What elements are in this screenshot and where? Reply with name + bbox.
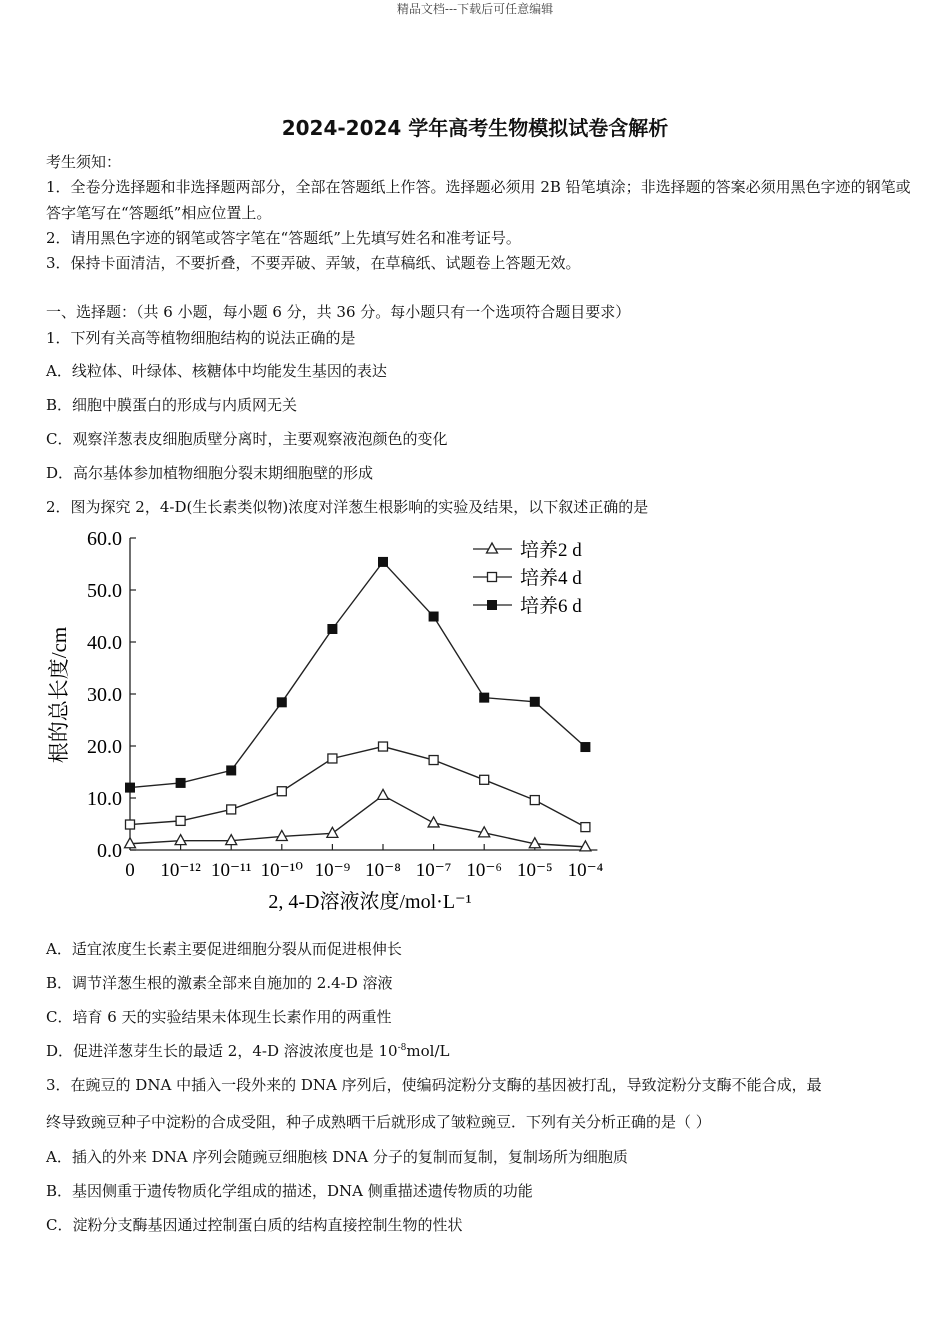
x-tick-label: 10⁻⁹ (314, 860, 351, 881)
data-point-series-2 (277, 787, 286, 796)
q1-option-b: B．细胞中膜蛋白的形成与内质网无关 (46, 396, 298, 414)
q2-option-d-unit: mol/L (406, 1042, 450, 1060)
section-heading: 一、选择题：（共 6 小题，每小题 6 分，共 36 分。每小题只有一个选项符合题目要求） (46, 303, 631, 321)
x-tick-label: 10⁻¹⁰ (260, 860, 303, 881)
y-tick-label: 10.0 (87, 788, 122, 810)
data-point-series-1 (428, 817, 439, 827)
data-point-series-3 (227, 766, 236, 775)
data-point-series-2 (530, 796, 539, 805)
x-tick-label: 10⁻⁶ (466, 860, 503, 881)
legend-marker (488, 601, 497, 610)
legend-label: 培养6 d (520, 596, 582, 617)
notice-heading: 考生须知： (46, 153, 122, 171)
q3-option-b: B．基因侧重于遗传物质化学组成的描述，DNA 侧重描述遗传物质的功能 (46, 1182, 533, 1200)
q2-option-d (46, 1040, 449, 1061)
q2-option-d-text: D．促进洋葱芽生长的最适 2，4-D 溶波浓度也是 10 (46, 1042, 398, 1060)
data-point-series-3 (530, 697, 539, 706)
data-point-series-2 (227, 805, 236, 814)
data-point-series-1 (125, 838, 136, 848)
data-point-series-1 (580, 841, 591, 851)
x-tick-label: 0 (125, 860, 135, 881)
q2-option-d-exponent: -8 (397, 1043, 407, 1053)
q1-stem: 1．下列有关高等植物细胞结构的说法正确的是 (46, 329, 356, 347)
page-title: 2024-2024 学年高考生物模拟试卷含解析 (281, 116, 669, 140)
q2-option-c: C．培育 6 天的实验结果未体现生长素作用的两重性 (46, 1008, 392, 1026)
notice-item-1: 1．全卷分选择题和非选择题两部分，全部在答题纸上作答。选择题必须用 2B 铅笔填涂；非选择题的答案必须用黑色字迹的钢笔或答字笔写在“答题纸”相应位置上。 (46, 178, 911, 222)
data-point-series-3 (480, 693, 489, 702)
legend-label: 培养2 d (520, 540, 582, 561)
data-point-series-2 (480, 775, 489, 784)
data-point-series-3 (126, 783, 135, 792)
y-tick-label: 20.0 (87, 736, 122, 758)
chart-legend (473, 539, 582, 617)
x-tick-label: 10⁻⁷ (415, 860, 452, 881)
series-line-1 (130, 795, 585, 846)
q3-option-c: C．淀粉分支酶基因通过控制蛋白质的结构直接控制生物的性状 (46, 1216, 463, 1234)
q2-option-b: B．调节洋葱生根的激素全部来自施加的 2.4-D 溶液 (46, 974, 393, 992)
x-tick-label: 10⁻⁵ (516, 860, 553, 881)
x-tick-label: 10⁻¹² (160, 860, 201, 881)
data-point-series-3 (429, 612, 438, 621)
chart-y-label: 根的总长度/cm (47, 626, 71, 764)
y-tick-label: 30.0 (87, 684, 122, 706)
data-point-series-2 (379, 742, 388, 751)
legend-marker (487, 543, 498, 553)
x-tick-label: 10⁻¹¹ (210, 860, 252, 881)
y-tick-label: 50.0 (87, 580, 122, 602)
data-point-series-3 (581, 743, 590, 752)
notice-item-2: 2．请用黑色字迹的钢笔或答字笔在“答题纸”上先填写姓名和准考证号。 (46, 229, 521, 247)
chart-x-label: 2, 4-D溶液浓度/mol·L⁻¹ (268, 891, 472, 913)
x-tick-label: 10⁻⁴ (567, 860, 604, 881)
y-tick-label: 60.0 (87, 528, 122, 550)
data-point-series-1 (175, 835, 186, 845)
data-point-series-2 (328, 754, 337, 763)
q1-option-d: D．高尔基体参加植物细胞分裂末期细胞壁的形成 (46, 464, 374, 482)
y-tick-label: 0.0 (97, 840, 122, 862)
q2-option-a: A．适宜浓度生长素主要促进细胞分裂从而促进根伸长 (46, 940, 402, 958)
header-note: 精品文档---下载后可任意编辑 (396, 2, 554, 16)
data-point-series-1 (378, 789, 389, 799)
root-length-chart (40, 520, 640, 920)
legend-marker (488, 573, 497, 582)
q1-option-a: A．线粒体、叶绿体、核糖体中均能发生基因的表达 (46, 362, 387, 380)
data-point-series-2 (176, 816, 185, 825)
data-point-series-2 (429, 756, 438, 765)
q3-option-a: A．插入的外来 DNA 序列会随豌豆细胞核 DNA 分子的复制而复制，复制场所为细胞质 (46, 1148, 628, 1166)
data-point-series-2 (581, 823, 590, 832)
data-point-series-3 (328, 625, 337, 634)
x-tick-label: 10⁻⁸ (365, 860, 401, 881)
data-point-series-2 (126, 820, 135, 829)
series-line-3 (130, 562, 585, 788)
data-point-series-3 (379, 557, 388, 566)
q2-stem: 2．图为探究 2，4-D(生长素类似物)浓度对洋葱生根影响的实验及结果，以下叙述正确的是 (46, 498, 649, 516)
y-tick-label: 40.0 (87, 632, 122, 654)
q3-stem-line2: 终导致豌豆种子中淀粉的合成受阻，种子成熟晒干后就形成了皱粒豌豆．下列有关分析正确的是（ ） (46, 1113, 711, 1131)
q1-option-c: C．观察洋葱表皮细胞质壁分离时，主要观察液泡颜色的变化 (46, 430, 448, 448)
notice-item-3: 3．保持卡面清洁，不要折叠，不要弄破、弄皱，在草稿纸、试题卷上答题无效。 (46, 254, 581, 272)
legend-label: 培养4 d (520, 568, 582, 589)
data-point-series-1 (327, 827, 338, 837)
data-point-series-3 (277, 698, 286, 707)
q3-stem-line1: 3．在豌豆的 DNA 中插入一段外来的 DNA 序列后，使编码淀粉分支酶的基因被打乱，导致淀粉分支酶不能合成，最 (46, 1076, 822, 1094)
data-point-series-3 (176, 778, 185, 787)
data-point-series-1 (276, 830, 287, 840)
